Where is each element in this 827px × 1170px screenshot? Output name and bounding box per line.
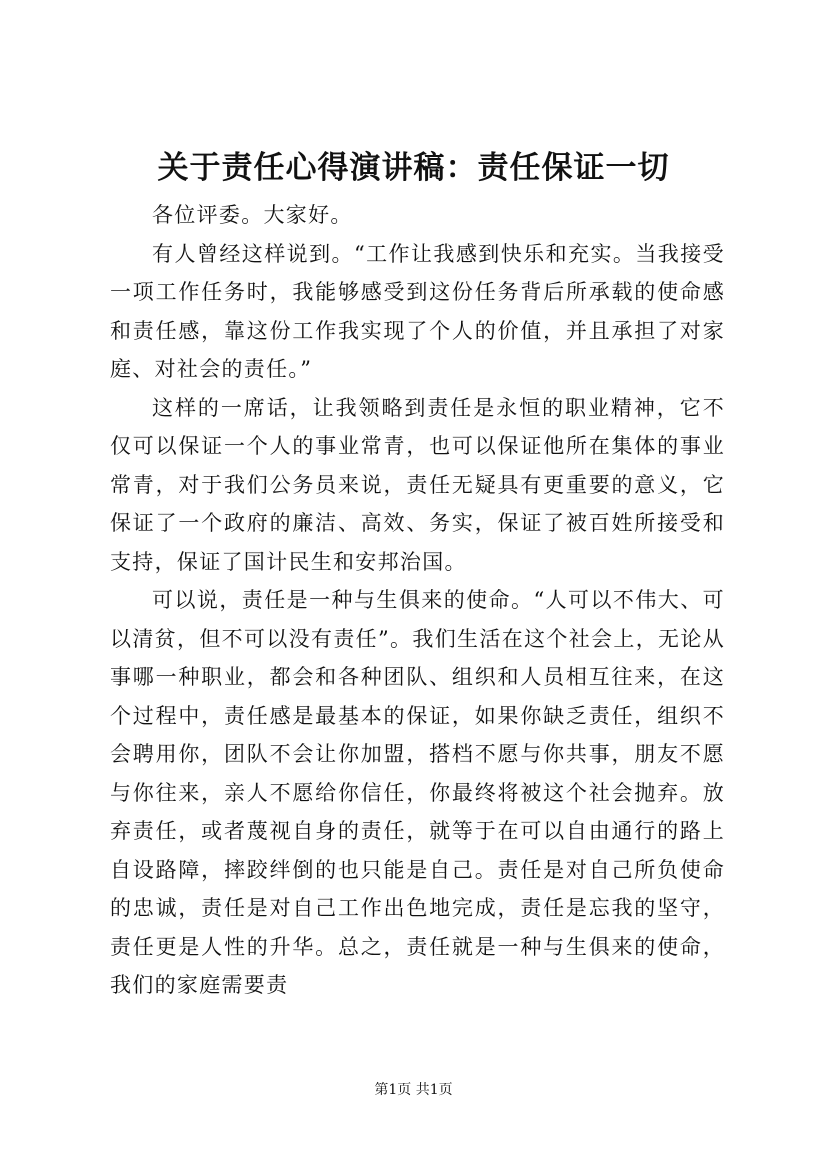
paragraph-professional-spirit: 这样的一席话，让我领略到责任是永恒的职业精神，它不仅可以保证一个人的事业常青，也可以保证他所在集体的事业常青，对于我们公务员来说，责任无疑具有更重要的意义，它保证了一个政府的廉洁、高效、务实，保证了被百姓所接受和支持，保证了国计民生和安邦治国。 (110, 395, 725, 574)
paragraph-innate-mission: 可以说，责任是一种与生俱来的使命。“人可以不伟大、可以清贫，但不可以没有责任”。我们生活在这个社会上，无论从事哪一种职业，都会和各种团队、组织和人员相互往来，在这个过程中，责任感是最基本的保证，如果你缺乏责任，组织不会聘用你，团队不会让你加盟，搭档不愿与你共事，朋友不愿与你往来，亲人不愿给你信任，你最终将被这个社会抛弃。放弃责任，或者蔑视自身的责任，就等于在可以自由通行的路上自设路障，摔跤绊倒的也只能是自己。责任是对自己所负使命的忠诚，责任是对自己工作出色地完成，责任是忘我的坚守，责任更是人性的升华。总之，责任就是一种与生俱来的使命，我们的家庭需要责 (110, 588, 725, 997)
page-footer: 第1页 共1页 (374, 1082, 453, 1098)
paragraph-greeting: 各位评委。大家好。 (152, 203, 353, 227)
paragraph-quote: 有人曾经这样说到。“工作让我感到快乐和充实。当我接受一项工作任务时，我能够感受到这份任务背后所承载的使命感和责任感，靠这份工作我实现了个人的价值，并且承担了对家庭、对社会的责任。” (110, 241, 725, 381)
document-body (110, 196, 725, 1005)
document-title: 关于责任心得演讲稿：责任保证一切 (157, 150, 670, 186)
